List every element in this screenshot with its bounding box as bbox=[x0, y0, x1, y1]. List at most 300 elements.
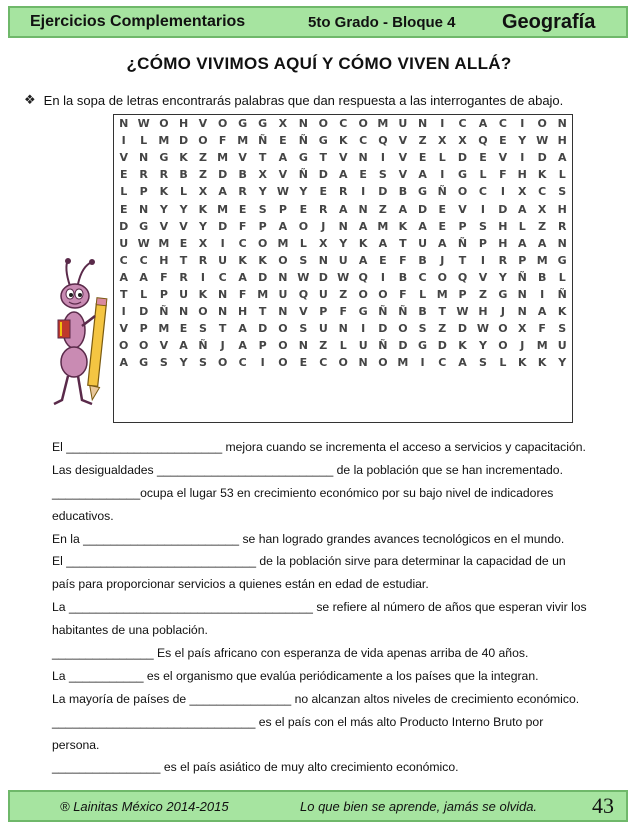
page-footer bbox=[8, 790, 628, 822]
word-search-letter: D bbox=[318, 270, 328, 284]
word-search-letter: D bbox=[218, 168, 228, 182]
word-search-letter: P bbox=[159, 287, 168, 301]
word-search-letter: K bbox=[557, 305, 567, 319]
word-search-letter: A bbox=[218, 185, 227, 199]
word-search-letter: X bbox=[438, 134, 447, 148]
word-search-letter: Q bbox=[298, 287, 309, 301]
word-search-letter: P bbox=[139, 185, 148, 199]
word-search-row bbox=[114, 269, 572, 286]
word-search-letter: Y bbox=[558, 356, 567, 370]
word-search-letter: T bbox=[399, 236, 407, 250]
word-search-letter: M bbox=[217, 151, 229, 165]
word-search-letter: L bbox=[438, 151, 446, 165]
word-search-letter: X bbox=[198, 236, 208, 250]
word-search-row bbox=[114, 286, 572, 303]
word-search-letter: Z bbox=[438, 322, 447, 336]
sentence-line: habitantes de una población. bbox=[52, 623, 208, 638]
word-search-letter: H bbox=[159, 253, 169, 267]
word-search-letter: N bbox=[298, 339, 308, 353]
word-search-letter: N bbox=[338, 322, 348, 336]
word-search-letter: F bbox=[499, 168, 507, 182]
word-search-letter: F bbox=[399, 287, 407, 301]
word-search-letter: H bbox=[498, 219, 508, 233]
word-search-letter: D bbox=[139, 305, 149, 319]
word-search-letter: Q bbox=[478, 134, 488, 148]
word-search-letter: R bbox=[338, 185, 348, 199]
word-search-letter: S bbox=[159, 356, 168, 370]
word-search-letter: Y bbox=[498, 270, 507, 284]
word-search-letter: F bbox=[538, 322, 546, 336]
word-search-letter: S bbox=[558, 185, 567, 199]
word-search-letter: Z bbox=[538, 219, 547, 233]
word-search-letter: H bbox=[498, 236, 508, 250]
word-search-letter: E bbox=[279, 134, 287, 148]
word-search-letter: T bbox=[258, 305, 267, 319]
word-search-letter: V bbox=[198, 117, 208, 131]
word-search-letter: P bbox=[258, 339, 267, 353]
word-search-letter: O bbox=[378, 356, 388, 370]
word-search-letter: S bbox=[418, 322, 427, 336]
word-search-letter: P bbox=[258, 219, 267, 233]
word-search-row bbox=[114, 149, 572, 166]
word-search-letter: U bbox=[278, 287, 288, 301]
word-search-letter: R bbox=[198, 253, 208, 267]
word-search-letter: V bbox=[159, 339, 169, 353]
word-search-letter: S bbox=[478, 219, 487, 233]
word-search-letter: K bbox=[537, 356, 547, 370]
word-search-letter: O bbox=[537, 117, 547, 131]
word-search-letter: I bbox=[121, 305, 126, 319]
word-search-letter: S bbox=[478, 356, 487, 370]
word-search-letter: Z bbox=[378, 202, 387, 216]
word-search-letter: K bbox=[198, 202, 208, 216]
word-search-letter: Q bbox=[378, 134, 388, 148]
word-search-letter: F bbox=[218, 134, 227, 148]
word-search-letter: C bbox=[139, 253, 148, 267]
sentence-line: _______________ Es el país africano con esperanza de vida apenas arriba de 40 años. bbox=[52, 646, 529, 661]
word-search-letter: J bbox=[321, 219, 326, 233]
word-search-letter: M bbox=[158, 322, 170, 336]
word-search-letter: N bbox=[358, 356, 368, 370]
sentence-line: Las desigualdades __________________________ de la población que se han incrementado. bbox=[52, 462, 563, 477]
word-search-letter: O bbox=[358, 287, 368, 301]
word-search-letter: D bbox=[378, 322, 388, 336]
word-search-letter: W bbox=[456, 305, 469, 319]
word-search-letter: C bbox=[538, 185, 547, 199]
word-search-letter: E bbox=[438, 219, 447, 233]
word-search-letter: K bbox=[159, 185, 169, 199]
word-search-letter: F bbox=[160, 270, 168, 284]
word-search-letter: E bbox=[418, 151, 427, 165]
word-search-letter: M bbox=[377, 117, 389, 131]
word-search-letter: N bbox=[139, 202, 149, 216]
word-search-letter: N bbox=[517, 287, 527, 301]
word-search-letter: O bbox=[138, 339, 149, 353]
word-search-letter: I bbox=[380, 151, 385, 165]
word-search-letter: Y bbox=[159, 202, 168, 216]
word-search-letter: E bbox=[119, 202, 128, 216]
word-search-row bbox=[114, 252, 572, 269]
word-search-letter: P bbox=[139, 322, 148, 336]
word-search-letter: I bbox=[520, 117, 525, 131]
word-search-letter: D bbox=[457, 322, 468, 336]
word-search-letter: Y bbox=[339, 236, 348, 250]
word-search-letter: E bbox=[179, 236, 188, 250]
word-search-letter: Q bbox=[457, 270, 468, 284]
word-search-letter: Ñ bbox=[298, 134, 308, 148]
word-search-letter: A bbox=[518, 202, 527, 216]
word-search-letter: G bbox=[238, 117, 248, 131]
word-search-letter: L bbox=[419, 287, 427, 301]
word-search-letter: P bbox=[278, 202, 287, 216]
word-search-letter: O bbox=[437, 270, 447, 284]
word-search-letter: R bbox=[557, 219, 567, 233]
word-search-letter: G bbox=[139, 219, 149, 233]
word-search-letter: B bbox=[238, 168, 247, 182]
word-search-letter: Z bbox=[198, 168, 207, 182]
word-search-letter: A bbox=[537, 236, 547, 250]
word-search-letter: N bbox=[218, 287, 228, 301]
word-search-letter: E bbox=[319, 185, 328, 199]
word-search-letter: Y bbox=[258, 185, 267, 199]
word-search-letter: X bbox=[278, 117, 288, 131]
word-search-letter: C bbox=[458, 117, 467, 131]
word-search-letter: I bbox=[420, 356, 425, 370]
worksheet-title: ¿CÓMO VIVIMOS AQUÍ Y CÓMO VIVEN ALLÁ? bbox=[126, 54, 512, 73]
word-search-letter: U bbox=[119, 236, 129, 250]
word-search-letter: E bbox=[299, 202, 308, 216]
word-search-row bbox=[114, 303, 572, 320]
word-search-letter: F bbox=[238, 287, 247, 301]
word-search-letter: T bbox=[218, 322, 227, 336]
word-search-letter: N bbox=[178, 305, 189, 319]
word-search-letter: N bbox=[298, 117, 308, 131]
word-search-letter: V bbox=[498, 151, 508, 165]
word-search-letter: C bbox=[238, 236, 247, 250]
ant-with-pencil-icon bbox=[48, 258, 120, 408]
word-search-letter: B bbox=[179, 168, 188, 182]
word-search-letter: K bbox=[458, 339, 467, 353]
word-search-letter: A bbox=[278, 151, 288, 165]
word-search-letter: M bbox=[217, 202, 229, 216]
word-search-letter: A bbox=[179, 339, 188, 353]
word-search-letter: U bbox=[557, 339, 567, 353]
word-search-letter: L bbox=[120, 185, 128, 199]
word-search-letter: O bbox=[278, 339, 288, 353]
word-search-letter: S bbox=[558, 322, 567, 336]
word-search-letter: V bbox=[478, 270, 488, 284]
word-search-letter: C bbox=[438, 356, 447, 370]
word-search-letter: Y bbox=[478, 339, 487, 353]
word-search-letter: V bbox=[458, 202, 467, 216]
word-search-letter: K bbox=[238, 253, 247, 267]
word-search-letter: I bbox=[480, 253, 485, 267]
word-search-row bbox=[114, 320, 572, 337]
word-search-letter: R bbox=[159, 168, 169, 182]
word-search-letter: Z bbox=[478, 287, 487, 301]
word-search-letter: I bbox=[200, 270, 205, 284]
header-grade-block: 5to Grado - Bloque 4 bbox=[308, 13, 456, 31]
word-search-letter: Y bbox=[198, 219, 207, 233]
word-search-letter: A bbox=[518, 236, 527, 250]
word-search-letter: Z bbox=[339, 287, 348, 301]
word-search-letter: G bbox=[139, 356, 149, 370]
word-search-letter: O bbox=[498, 339, 508, 353]
word-search-letter: V bbox=[278, 168, 288, 182]
word-search-letter: G bbox=[557, 253, 567, 267]
word-search-letter: E bbox=[299, 356, 308, 370]
word-search-letter: A bbox=[358, 253, 368, 267]
word-search-letter: O bbox=[217, 356, 228, 370]
word-search-letter: Ñ bbox=[557, 287, 567, 301]
word-search-row bbox=[114, 115, 572, 132]
word-search-letter: G bbox=[418, 339, 428, 353]
word-search-letter: Ñ bbox=[517, 270, 527, 284]
word-search-letter: W bbox=[536, 134, 549, 148]
word-search-letter: N bbox=[358, 202, 368, 216]
word-search-letter: H bbox=[517, 168, 527, 182]
word-search-letter: Ñ bbox=[198, 339, 208, 353]
word-search-letter: N bbox=[338, 219, 348, 233]
word-search-letter: J bbox=[440, 253, 445, 267]
word-search-letter: R bbox=[139, 168, 148, 182]
sentence-line: ______________________________ es el país con el más alto Producto Interno Bruto por bbox=[52, 714, 544, 729]
word-search-letter: I bbox=[380, 270, 385, 284]
word-search-letter: V bbox=[338, 151, 348, 165]
word-search-letter: C bbox=[359, 134, 368, 148]
word-search-letter: U bbox=[358, 339, 368, 353]
word-search-letter: C bbox=[238, 356, 247, 370]
word-search-letter: D bbox=[258, 270, 268, 284]
word-search-letter: H bbox=[238, 305, 248, 319]
word-search-letter: K bbox=[258, 253, 267, 267]
word-search-letter: C bbox=[218, 270, 227, 284]
word-search-letter: T bbox=[458, 253, 467, 267]
word-search-letter: I bbox=[220, 236, 225, 250]
word-search-letter: A bbox=[438, 236, 447, 250]
word-search-letter: T bbox=[179, 253, 188, 267]
sentence-line: _____________ocupa el lugar 53 en crecimiento económico por su bajo nivel de indicadores bbox=[52, 485, 554, 500]
word-search-letter: L bbox=[140, 287, 148, 301]
word-search-letter: K bbox=[517, 356, 527, 370]
word-search-letter: I bbox=[520, 151, 525, 165]
word-search-letter: I bbox=[540, 287, 545, 301]
word-search-letter: O bbox=[278, 322, 288, 336]
word-search-letter: K bbox=[338, 134, 348, 148]
word-search-letter: H bbox=[557, 134, 567, 148]
instruction-line bbox=[24, 92, 563, 108]
word-search-letter: X bbox=[518, 322, 527, 336]
word-search-letter: G bbox=[358, 305, 368, 319]
word-search-letter: L bbox=[140, 134, 148, 148]
word-search-letter: O bbox=[378, 287, 388, 301]
word-search-letter: W bbox=[137, 117, 150, 131]
instruction-text: En la sopa de letras encontrarás palabras que dan respuesta a las interrogantes de abajo. bbox=[43, 92, 564, 108]
word-search-letter: A bbox=[557, 151, 567, 165]
word-search-letter: A bbox=[139, 270, 148, 284]
word-search-letter: S bbox=[299, 322, 308, 336]
word-search-letter: V bbox=[159, 219, 169, 233]
word-search-letter: U bbox=[318, 287, 328, 301]
word-search-letter: Ñ bbox=[298, 168, 308, 182]
word-search-letter: V bbox=[179, 219, 188, 233]
word-search-letter: F bbox=[339, 305, 347, 319]
page-number: 43 bbox=[592, 793, 614, 818]
word-search-letter: Ñ bbox=[159, 305, 169, 319]
word-search-letter: L bbox=[499, 356, 507, 370]
word-search-letter: K bbox=[398, 219, 408, 233]
word-search-letter: B bbox=[398, 185, 408, 199]
word-search-letter: E bbox=[479, 151, 487, 165]
sentence-line: La ____________________________________ se refiere al número de años que esperan vivir los bbox=[52, 600, 587, 615]
word-search-letter: L bbox=[339, 339, 347, 353]
word-search-letter: F bbox=[238, 219, 247, 233]
word-search-row bbox=[114, 218, 572, 235]
word-search-letter: Y bbox=[299, 185, 308, 199]
word-search-letter: Z bbox=[198, 151, 207, 165]
word-search-letter: X bbox=[458, 134, 467, 148]
sentence-line: país para proporcionar servicios a quienes están en edad de estudiar. bbox=[52, 577, 429, 592]
word-search-letter: D bbox=[537, 151, 547, 165]
word-search-letter: J bbox=[220, 339, 225, 353]
word-search-letter: A bbox=[358, 219, 368, 233]
word-search-letter: G bbox=[418, 185, 428, 199]
word-search-letter: G bbox=[457, 168, 467, 182]
word-search-letter: D bbox=[178, 134, 189, 148]
word-search-letter: D bbox=[418, 202, 428, 216]
word-search-letter: N bbox=[278, 270, 288, 284]
word-search-letter: I bbox=[480, 202, 485, 216]
word-search-letter: R bbox=[179, 270, 188, 284]
word-search-letter: R bbox=[319, 202, 328, 216]
word-search-letter: P bbox=[319, 305, 328, 319]
word-search-letter: D bbox=[457, 151, 468, 165]
word-search-letter: Z bbox=[319, 339, 328, 353]
sentence-line: persona. bbox=[52, 737, 100, 752]
word-search-letter: V bbox=[398, 151, 408, 165]
word-search-letter: L bbox=[180, 185, 188, 199]
word-search-letter: G bbox=[159, 151, 169, 165]
word-search-letter: I bbox=[440, 117, 445, 131]
word-search-letter: D bbox=[318, 168, 328, 182]
word-search-row bbox=[114, 337, 572, 354]
word-search-letter: C bbox=[339, 117, 348, 131]
word-search-letter: A bbox=[238, 339, 247, 353]
word-search-letter: H bbox=[178, 117, 189, 131]
word-search-letter: Z bbox=[418, 134, 427, 148]
header-subject-series: Ejercicios Complementarios bbox=[30, 13, 246, 30]
word-search-letter: U bbox=[398, 117, 408, 131]
word-search-letter: Ñ bbox=[258, 134, 268, 148]
page-header bbox=[8, 6, 628, 38]
word-search-letter: V bbox=[119, 151, 128, 165]
word-search-letter: X bbox=[319, 236, 328, 250]
word-search-letter: N bbox=[557, 236, 567, 250]
word-search-letter: E bbox=[499, 134, 507, 148]
word-search-letter: L bbox=[558, 270, 566, 284]
word-search-letter: V bbox=[299, 305, 308, 319]
word-search-letter: Y bbox=[179, 356, 188, 370]
word-search-letter: J bbox=[500, 305, 505, 319]
word-search-letter: S bbox=[299, 253, 308, 267]
word-search-letter: M bbox=[277, 236, 289, 250]
word-search-letter: C bbox=[498, 117, 507, 131]
word-search-letter: M bbox=[536, 253, 548, 267]
word-search-letter: W bbox=[297, 270, 310, 284]
word-search-letter: D bbox=[398, 339, 408, 353]
word-search-letter: E bbox=[379, 253, 387, 267]
word-search-letter: A bbox=[398, 202, 408, 216]
word-search-letter: Y bbox=[179, 202, 188, 216]
word-search-letter: K bbox=[179, 151, 188, 165]
word-search-letter: I bbox=[361, 185, 366, 199]
word-search-row bbox=[114, 132, 572, 149]
word-search-letter: O bbox=[318, 117, 328, 131]
word-search-letter: W bbox=[476, 322, 490, 336]
word-search-letter: A bbox=[458, 356, 467, 370]
word-search-letter: G bbox=[498, 287, 508, 301]
word-search-letter: R bbox=[238, 185, 247, 199]
word-search-letter: D bbox=[498, 202, 508, 216]
word-search-letter: M bbox=[158, 236, 170, 250]
word-search-letter: N bbox=[557, 117, 567, 131]
word-search-letter: W bbox=[137, 236, 150, 250]
word-search-letter: H bbox=[557, 202, 567, 216]
word-search-letter: T bbox=[438, 305, 447, 319]
word-search-letter: K bbox=[198, 287, 208, 301]
word-search-letter: N bbox=[358, 151, 368, 165]
word-search-letter: V bbox=[398, 134, 408, 148]
word-search-letter: E bbox=[119, 168, 128, 182]
word-search-letter: X bbox=[518, 185, 527, 199]
word-search-letter: G bbox=[258, 117, 268, 131]
word-search-letter: O bbox=[457, 185, 468, 199]
word-search-letter: Ñ bbox=[378, 339, 388, 353]
word-search-letter: D bbox=[119, 219, 129, 233]
word-search-letter: E bbox=[238, 202, 247, 216]
word-search-letter: A bbox=[478, 117, 488, 131]
word-search-letter: O bbox=[398, 322, 408, 336]
word-search-letter: L bbox=[518, 219, 526, 233]
word-search-letter: M bbox=[158, 134, 170, 148]
word-search-letter: V bbox=[238, 151, 247, 165]
word-search-letter: M bbox=[377, 219, 389, 233]
word-search-letter: S bbox=[198, 322, 207, 336]
sentence-line: educativos. bbox=[52, 508, 114, 523]
word-search-letter: T bbox=[119, 287, 128, 301]
word-search-letter: O bbox=[119, 339, 129, 353]
word-search-letter: H bbox=[478, 305, 488, 319]
word-search-letter: A bbox=[338, 168, 348, 182]
word-search-letter: A bbox=[119, 270, 128, 284]
word-search-letter: U bbox=[338, 253, 348, 267]
word-search-letter: W bbox=[276, 185, 289, 199]
sentence-line: En la _______________________ se han logrado grandes avances tecnológicos en el mundo. bbox=[52, 531, 565, 546]
word-search-row bbox=[114, 183, 572, 200]
word-search-letter: M bbox=[436, 287, 448, 301]
word-search-letter: O bbox=[498, 322, 508, 336]
word-search-letter: L bbox=[479, 168, 487, 182]
word-search-letter: F bbox=[399, 253, 407, 267]
word-search-letter: Y bbox=[518, 134, 527, 148]
word-search-letter: O bbox=[278, 356, 288, 370]
word-search-row bbox=[114, 354, 572, 371]
word-search-letter: I bbox=[500, 185, 505, 199]
fill-in-sentences bbox=[52, 436, 612, 779]
word-search-letter: T bbox=[258, 151, 267, 165]
sentence-line: El _______________________ mejora cuando se incrementa el acceso a servicios y capacitación. bbox=[52, 440, 586, 454]
word-search-letter: P bbox=[458, 219, 467, 233]
